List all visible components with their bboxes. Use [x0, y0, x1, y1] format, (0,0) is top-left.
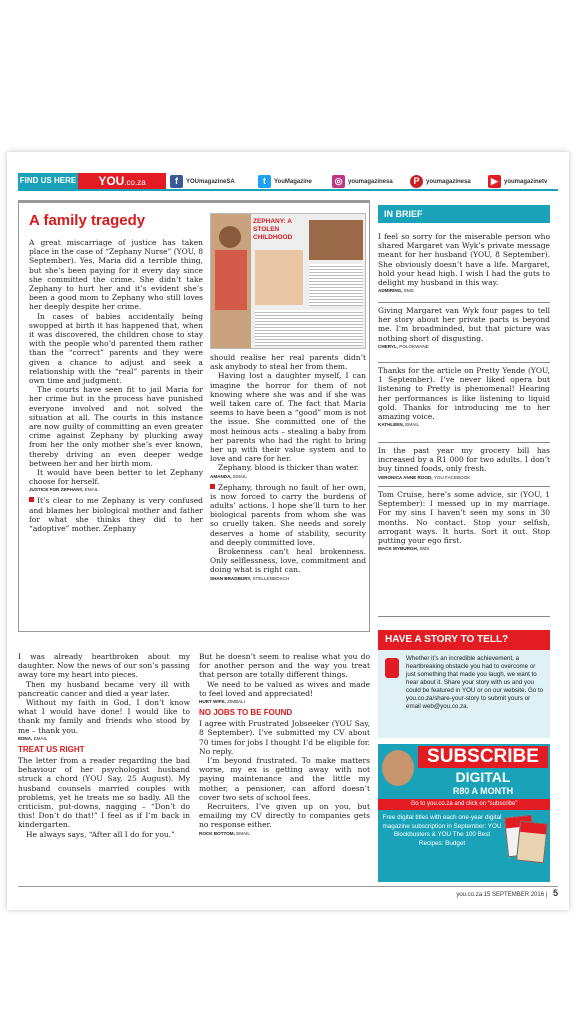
- divider: [378, 442, 550, 443]
- story-heading: HAVE A STORY TO TELL?: [378, 630, 550, 650]
- signature-name: AMANDA,: [210, 473, 232, 479]
- footer-date: 15 SEPTEMBER 2016: [483, 892, 545, 898]
- paragraph: But he doesn’t seem to realise what you do for another person and the way you treat that person are totally different things.: [199, 652, 370, 680]
- photo-portrait: [309, 220, 363, 260]
- youtube-handle: youmagazinetv: [504, 178, 548, 185]
- signature-name: HURT WIFE,: [199, 699, 226, 705]
- brand-suffix: .co.za: [124, 178, 146, 187]
- cover-photo: [382, 750, 414, 786]
- signature-location: YOU FACEBOOK: [433, 474, 471, 480]
- signature-location: EMAIL: [236, 830, 250, 836]
- signature: [29, 486, 203, 493]
- brief-item: [378, 446, 550, 484]
- article-thumbnail: [210, 213, 366, 349]
- signature-name: ADMIRING,: [378, 288, 403, 294]
- brief-text: Tom Cruise, here’s some advice, sir (YOU, 1 September): I messed up in my marriage. For my sins I haven’t seen my sons in 30 months. No contact. Stop your selfish, arrogant ways. It hurts. Sort it out. Stop putting your ego first.: [378, 490, 550, 546]
- story-box: [378, 630, 550, 738]
- facebook-handle: YOUmagazineSA: [186, 178, 235, 185]
- signature: [378, 421, 550, 428]
- page-info: you.co.za 15 SEPTEMBER 2016 | 5: [456, 888, 558, 898]
- signature: [210, 473, 366, 480]
- red-bullet: [29, 497, 34, 502]
- youtube-link[interactable]: [488, 174, 547, 189]
- brief-item: [378, 366, 550, 431]
- main-title: A family tragedy: [29, 212, 146, 229]
- facebook-icon: f: [170, 175, 183, 188]
- paragraph: The courts have seen fit to jail Maria for her crime but in the process have punished everyone involved and not solved the situation at all. The courts in this instance are now guilty of committing an even greater crime against Zephany by plucking away from her the only mother she’s ever known, thereby driving an even deeper wedge between her and her birth mom.: [29, 385, 203, 468]
- paragraph: [29, 496, 203, 533]
- divider: [378, 302, 550, 303]
- paragraph: Then my husband became very ill with pancreatic cancer and died a year later.: [18, 679, 190, 698]
- signature-name: VERONICA ANNE ROOD,: [378, 474, 433, 480]
- brief-item: [378, 490, 550, 555]
- brand-name: YOU: [98, 174, 125, 188]
- subscribe-cta[interactable]: Go to you.co.za and click on “subscribe”: [378, 799, 550, 810]
- signature: [199, 698, 370, 705]
- signature-location: EMAIL: [33, 735, 48, 741]
- you-logo[interactable]: [78, 173, 166, 189]
- paragraph: He always says, “After all I do for you.”: [26, 829, 175, 839]
- signature: [378, 287, 550, 294]
- signature-name: SHAN BRADBURY,: [210, 575, 252, 581]
- paragraph: Zephany, blood is thicker than water.: [218, 463, 360, 473]
- paragraph: Recruiters, I’ve given up on you, but emailing my CV directly to companies gets no response either.: [199, 802, 370, 830]
- paragraph: In cases of babies accidentally being swopped at birth it has happened that, when it was discovered, the children chose to stay with the people who’d parented them rather than the “correct” parents and they were given a chance to adjust and seek a relationship with the “real” parents in their own time and judgment.: [29, 311, 203, 386]
- red-bullet: [210, 484, 215, 489]
- photo-head: [219, 226, 241, 248]
- paragraph: I’m beyond frustrated. To make matters worse, my ex is getting away with not paying maintenance and the little my mother, a pensioner, can afford doesn’t cover two sets of school fees.: [199, 756, 370, 802]
- thumb-heading: ZEPHANY: A STOLEN CHILDHOOD: [253, 218, 293, 241]
- brief-text: In the past year my grocery bill has increased by a R1 000 for two adults. I don’t buy tinned foods, only fresh.: [378, 446, 550, 474]
- signature: [378, 343, 550, 350]
- paragraph: It would have been better to let Zephany choose for herself.: [29, 468, 203, 487]
- section-heading: NO JOBS TO BE FOUND: [199, 708, 293, 718]
- twitter-link[interactable]: [258, 174, 312, 189]
- thumb-text-lines-2: [309, 264, 363, 306]
- subscribe-box: [378, 744, 550, 882]
- twitter-icon: t: [258, 175, 271, 188]
- paragraph: should realise her real parents didn’t ask anybody to steal her from them.: [210, 353, 366, 372]
- find-us-label: FIND US HERE: [18, 173, 78, 189]
- divider: [378, 362, 550, 363]
- footer-site: you.co.za: [456, 892, 483, 898]
- signature-name: ROCK BOTTOM,: [199, 830, 235, 836]
- paragraph: I agree with Frustrated Jobseeker (YOU Say, 8 September). I’ve submitted my CV about 70 times for jobs I thought I’d be eligible for. No reply.: [199, 719, 370, 756]
- in-brief-header: IN BRIEF: [378, 205, 550, 223]
- brief-item: [378, 306, 550, 353]
- paragraph: [210, 483, 366, 547]
- youtube-icon: ▶: [488, 175, 501, 188]
- brief-text: Giving Margaret van Wyk four pages to tell her story about her private parts is beyond me. I’m broadminded, but that picture was nothing short of disgusting.: [378, 306, 550, 343]
- paragraph: I was already heartbroken about my daughter. Now the news of our son’s passing away tore my heart into pieces.: [18, 652, 190, 680]
- paragraph: Brokenness can’t heal brokenness. Only selflessness, love, commitment and doing what is right can.: [210, 547, 366, 575]
- signature-location: SMS: [419, 546, 430, 552]
- signature-name: MACK MYBURGH,: [378, 546, 419, 552]
- social-bar: [18, 173, 558, 191]
- price-label: R80 A MONTH: [452, 786, 514, 796]
- brief-item: [378, 232, 550, 297]
- offer-text: Free digital titles with each one-year digital magazine subscription in September: YOU Blockbusters & YOU The 100 Best Recipes: Budget: [382, 814, 502, 847]
- page-footer: [18, 886, 558, 896]
- signature-location: POLOKWANE: [399, 343, 429, 349]
- signature: [210, 575, 366, 582]
- digital-label: DIGITAL: [455, 769, 511, 785]
- brief-text: I feel so sorry for the miserable person who shared Margaret van Wyk’s private message meant for her husband (YOU, 8 September). She obviously doesn’t have a life. Margaret, hold your head high. I wish I had the guts to delight my husband in this way.: [378, 232, 550, 288]
- divider: [378, 486, 550, 487]
- pinterest-link[interactable]: [410, 174, 471, 189]
- main-col-2: [210, 353, 366, 585]
- paragraph: The letter from a reader regarding the bad behaviour of her psychologist husband struck a chord (YOU Say, 25 August). My husband counsels married couples with problems, yet he treats me so badly. All the criticism, put-downs, nagging – “Don’t do this! Don’t do that!” I feel as if I’m back in kindergarten.: [18, 756, 190, 830]
- signature-name: JUSTICE FOR ZEPHANY,: [29, 487, 84, 493]
- signature-location: EMAIL: [232, 473, 247, 479]
- instagram-icon: ◎: [332, 175, 345, 188]
- signature-name: EDNA,: [18, 735, 33, 741]
- twitter-handle: YouMagazine: [274, 178, 312, 185]
- signature-location: SMS: [403, 288, 414, 294]
- signature-name: KATHLEEN,: [378, 422, 404, 428]
- instagram-link[interactable]: [332, 174, 393, 189]
- paragraph-text: It’s clear to me Zephany is very confused and blames her biological mother and father for what she thinks they did to her “adoptive” mother. Zephany: [29, 496, 203, 534]
- story-text: Whether it’s an incredible achievement, a heartbreaking obstacle you had to overcome or just something that made you laugh, we want to hear about it. Share your story with us and you could be featured in YOU or on our website. Go to you.co.za/share-your-story to submit yours or email web@you.co.za.: [406, 655, 544, 710]
- instagram-handle: youmagazinesa: [348, 178, 393, 185]
- divider: [378, 616, 550, 617]
- main-letter-box: [18, 200, 370, 632]
- signature: [18, 735, 190, 742]
- pinterest-handle: youmagazinesa: [426, 178, 471, 185]
- signature: [378, 545, 550, 552]
- signature-name: CHERYL,: [378, 343, 398, 349]
- paragraph: Without my faith in God, I don’t know what I would have done! I would like to thank my family and friends who stood by me – thank you.: [18, 698, 190, 735]
- signature-location: EMAIL: [84, 487, 99, 493]
- photo-hands: [255, 250, 303, 305]
- main-col-1: [29, 238, 203, 533]
- page-number: 5: [552, 888, 558, 898]
- brief-text: Thanks for the article on Pretty Yende (YOU, 1 September). I’ve never liked opera but listening to Pretty is phenomenal! Hearing her performances is like listening to liquid gold. Thanks for introducing me to her amazing voice.: [378, 366, 550, 422]
- phone-icon: [385, 658, 399, 678]
- subscribe-heading[interactable]: SUBSCRIBE: [418, 746, 548, 768]
- signature: [378, 474, 550, 481]
- section-heading: TREAT US RIGHT: [18, 744, 85, 754]
- paragraph: We need to be valued as wives and made to feel loved and appreciated!: [199, 679, 370, 698]
- thumb-text-lines: [255, 310, 363, 346]
- pinterest-icon: P: [410, 175, 423, 188]
- paragraph: Having lost a daughter myself, I can imagine the horror for them of not knowing where she was and if she was well taken care of. The fact that Maria seems to have been a “good” mom is not the issue. She committed one of the most heinous acts – stealing a baby from her parents who had the right to bring her up with their value system and to love and care for her.: [210, 371, 366, 464]
- signature-location: STELLENBOSCH: [252, 575, 290, 581]
- photo-body: [215, 250, 247, 310]
- signature-location: ZIMBALI: [227, 699, 245, 705]
- magazine-cover: [516, 821, 548, 864]
- bottom-col-1: [18, 652, 190, 839]
- facebook-link[interactable]: [170, 174, 235, 189]
- bottom-col-2: [199, 652, 370, 840]
- signature: [199, 830, 370, 837]
- paragraph-text: Zephany, through no fault of her own, is now forced to carry the burdens of adults’ actions. I hope she’ll turn to her biological parents from whom she was so cruelly taken. She needs and sorely deserves a home of stability, security and deeply committed love.: [210, 482, 366, 547]
- paragraph: A great miscarriage of justice has taken place in the case of “Zephany Nurse” (YOU, 8 September). Yes, Maria did a terrible thing, but she’s been paying for it every day since she committed the crime. She didn’t take Zephany to hurt her and it’s evident she’s been a good mom to Zephany who still loves her deeply despite her crime.: [29, 238, 203, 312]
- signature-location: EMAIL: [405, 422, 420, 428]
